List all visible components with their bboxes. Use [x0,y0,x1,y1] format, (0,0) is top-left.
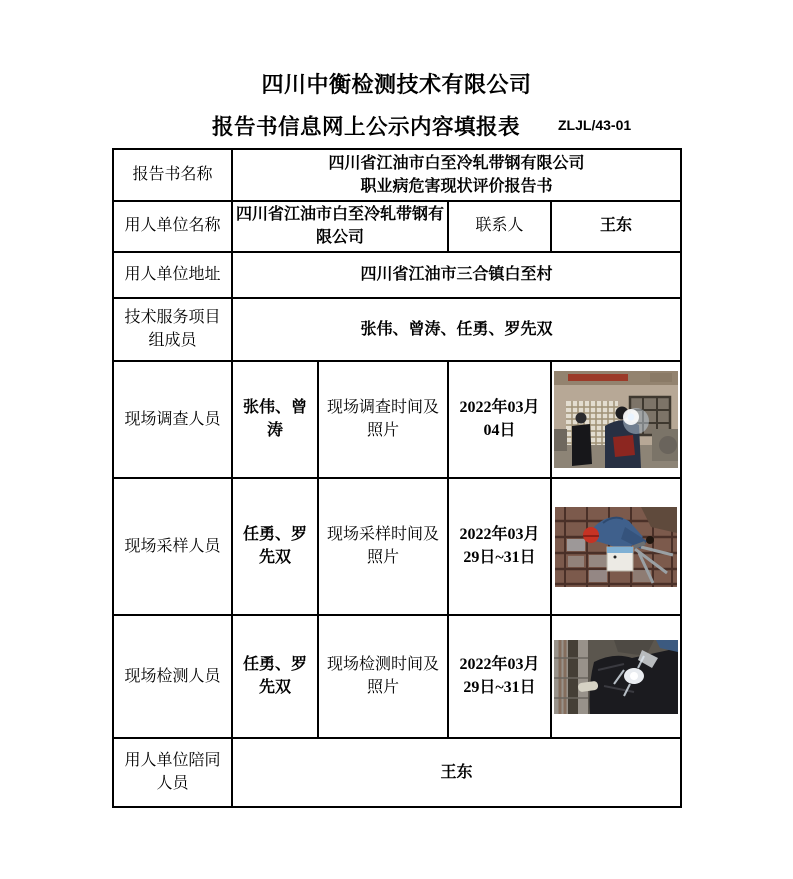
form-title: 报告书信息网上公示内容填报表 [212,115,521,139]
form-code: ZLJL/43-01 [558,117,632,133]
sampling-persons: 任勇、罗先双 [232,478,318,615]
contact-value: 王东 [551,201,681,252]
employer-address-value: 四川省江油市三合镇白至村 [232,252,681,298]
employer-name-value: 四川省江油市白至冷轧带钢有限公司 [232,201,448,252]
report-name-label: 报告书名称 [113,149,232,201]
row-employer-name [113,201,681,252]
sampling-photo-image [555,507,677,587]
row-site-survey [113,361,681,478]
row-site-detection [113,615,681,738]
detection-persons: 任勇、罗先双 [232,615,318,738]
row-escort [113,738,681,807]
escort-value: 王东 [232,738,681,807]
survey-persons: 张伟、曾涛 [232,361,318,478]
sampling-photo-cell [551,478,681,615]
report-name-value [232,149,681,201]
report-name-line1: 四川省江油市白至冷轧带钢有限公司 [328,155,585,172]
detection-photo [552,640,680,714]
detection-label: 现场检测人员 [113,615,232,738]
survey-photo [552,371,680,468]
employer-name-label: 用人单位名称 [113,201,232,252]
row-site-sampling [113,478,681,615]
detection-photo-cell [551,615,681,738]
report-name-line2: 职业病危害现状评价报告书 [360,178,553,195]
survey-label: 现场调查人员 [113,361,232,478]
sampling-time-label: 现场采样时间及照片 [318,478,448,615]
employer-address-label: 用人单位地址 [113,252,232,298]
report-info-table [112,148,682,808]
survey-photo-cell [551,361,681,478]
escort-label: 用人单位陪同人员 [113,738,232,807]
row-project-team [113,298,681,361]
sampling-date: 2022年03月29日~31日 [448,478,551,615]
survey-date: 2022年03月04日 [448,361,551,478]
detection-time-label: 现场检测时间及照片 [318,615,448,738]
company-title: 四川中衡检测技术有限公司 [261,72,532,97]
survey-time-label: 现场调查时间及照片 [318,361,448,478]
sampling-photo [552,507,680,587]
row-employer-address [113,252,681,298]
detection-date: 2022年03月29日~31日 [448,615,551,738]
contact-label: 联系人 [448,201,551,252]
sampling-label: 现场采样人员 [113,478,232,615]
survey-photo-image [554,371,678,468]
row-report-name [113,149,681,201]
detection-photo-image [554,640,678,714]
project-team-label: 技术服务项目组成员 [113,298,232,361]
project-team-value: 张伟、曾涛、任勇、罗先双 [232,298,681,361]
